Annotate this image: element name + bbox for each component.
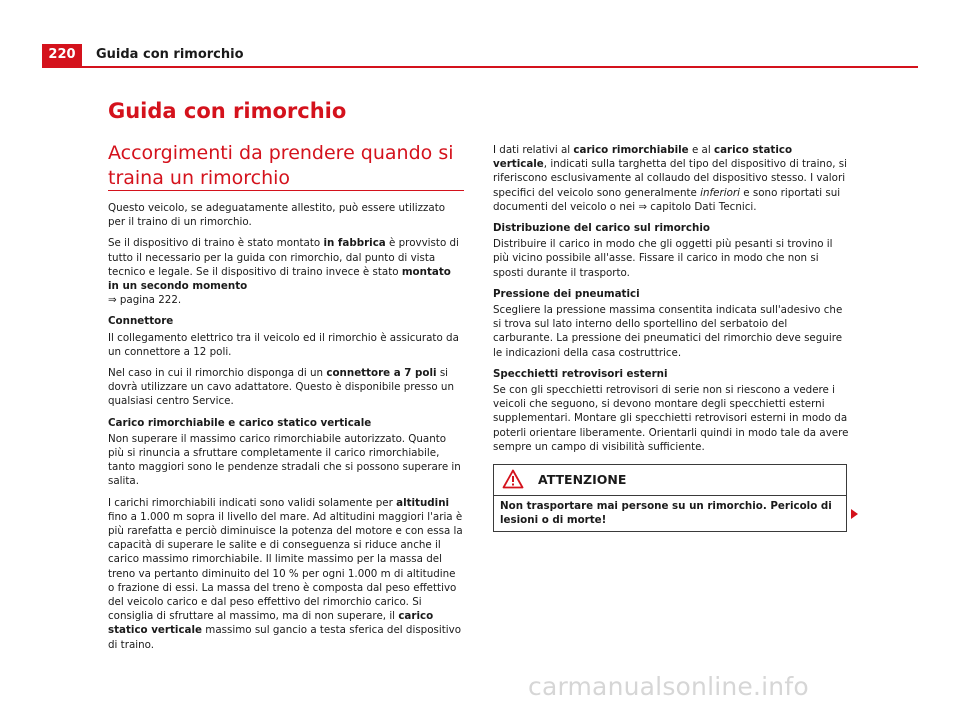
warning-title: ATTENZIONE	[538, 472, 627, 487]
section-divider	[108, 190, 464, 191]
paragraph: I carichi rimorchiabili indicati sono validi solamente per altitudini fino a 1.000 m sopra il livello del mare. Ad altitudini maggiori l'aria è più rarefatta e perciò diminuisce la potenza del motore e con essa la capacità di superare le salite e di conseguenza si riduce anche il carico massimo rimorchiabile. Il limite massimo per la massa del treno va pertanto diminuito del 10 % per ogni 1.000 m di altitudine o frazione di essi. La massa del treno è composta dal peso effettivo del veicolo carico e dal peso effettivo del rimorchio carico. Si consiglia di sfruttare al massimo, ma di non superare, il carico statico verticale massimo sul gancio a testa sferica del dispositivo di traino.	[108, 496, 463, 651]
page-number: 220	[42, 44, 82, 66]
paragraph: Nel caso in cui il rimorchio disponga di un connettore a 7 poli si dovrà utilizzare un cavo adattatore. Questo è disponibile presso un qualsiasi centro Service.	[108, 367, 454, 408]
warning-text: Non trasportare mai persone su un rimorchio. Pericolo di lesioni o di morte!	[500, 500, 832, 526]
paragraph: Se il dispositivo di traino è stato montato in fabbrica è provvisto di tutto il necessario per la guida con rimorchio, dal punto di vista tecnico e legale. Se il dispositivo di traino invece è stato montato in un secondo momento ⇒ pagina 222.	[108, 237, 459, 307]
chapter-title: Guida con rimorchio	[108, 99, 347, 123]
warning-box	[493, 464, 847, 532]
paragraph: Se con gli specchietti retrovisori di serie non si riescono a vedere i veicoli che seguono, si devono montare degli specchietti esterni supplementari. Montare gli specchietti retrovisori esterni in modo da poterli orientare liberamente. Orientarli quindi in modo tale da avere sempre un campo di visibilità sufficiente.	[493, 384, 849, 453]
left-column	[108, 201, 464, 659]
header-divider	[42, 66, 918, 68]
paragraph: Distribuire il carico in modo che gli oggetti più pesanti si trovino il più vicino possibile all'asse. Fissare il carico in modo che non si sposti durante il trasporto.	[493, 238, 833, 279]
watermark: carmanualsonline.info	[528, 672, 809, 701]
right-column	[493, 143, 849, 461]
paragraph: I dati relativi al carico rimorchiabile e al carico statico verticale, indicati sulla targhetta del tipo del dispositivo di traino, si riferiscono esclusivamente al collaudo del dispositivo stesso. I valori specifici del veicolo sono generalmente inferiori e sono riportati sui documenti del veicolo o nei ⇒ capitolo Dati Tecnici.	[493, 144, 848, 213]
page-reference-link[interactable]: ⇒ pagina 222.	[108, 294, 182, 307]
paragraph: Il collegamento elettrico tra il veicolo ed il rimorchio è assicurato da un connettore a 12 poli.	[108, 331, 459, 358]
paragraph: Questo veicolo, se adeguatamente allestito, può essere utilizzato per il traino di un rimorchio.	[108, 202, 446, 229]
warning-header	[494, 465, 846, 496]
subheading-distribuzione: Distribuzione del carico sul rimorchio	[493, 222, 710, 235]
warning-triangle-icon	[502, 469, 524, 489]
paragraph: Scegliere la pressione massima consentita indicata sull'adesivo che si trova sul lato interno dello sportellino del serbatoio del carburante. La pressione dei pneumatici del rimorchio deve seguire le indicazioni della casa costruttrice.	[493, 304, 843, 359]
running-title: Guida con rimorchio	[96, 47, 244, 62]
subheading-connettore: Connettore	[108, 315, 174, 328]
section-title: Accorgimenti da prendere quando si traina un rimorchio	[108, 142, 454, 189]
paragraph: Non superare il massimo carico rimorchiabile autorizzato. Quanto più si rinuncia a sfruttare completamente il carico rimorchiabile, tanto maggiori sono le pendenze stradali che si possono superare in salita.	[108, 432, 461, 488]
subheading-specchietti: Specchietti retrovisori esterni	[493, 367, 668, 380]
chapter-reference-link[interactable]: e sono riportati sui documenti del veicolo o nei ⇒ capitolo Dati Tecnici.	[493, 186, 841, 213]
subheading-carico: Carico rimorchiabile e carico statico verticale	[108, 416, 372, 429]
continue-arrow-icon	[851, 509, 858, 519]
subheading-pressione: Pressione dei pneumatici	[493, 287, 640, 300]
